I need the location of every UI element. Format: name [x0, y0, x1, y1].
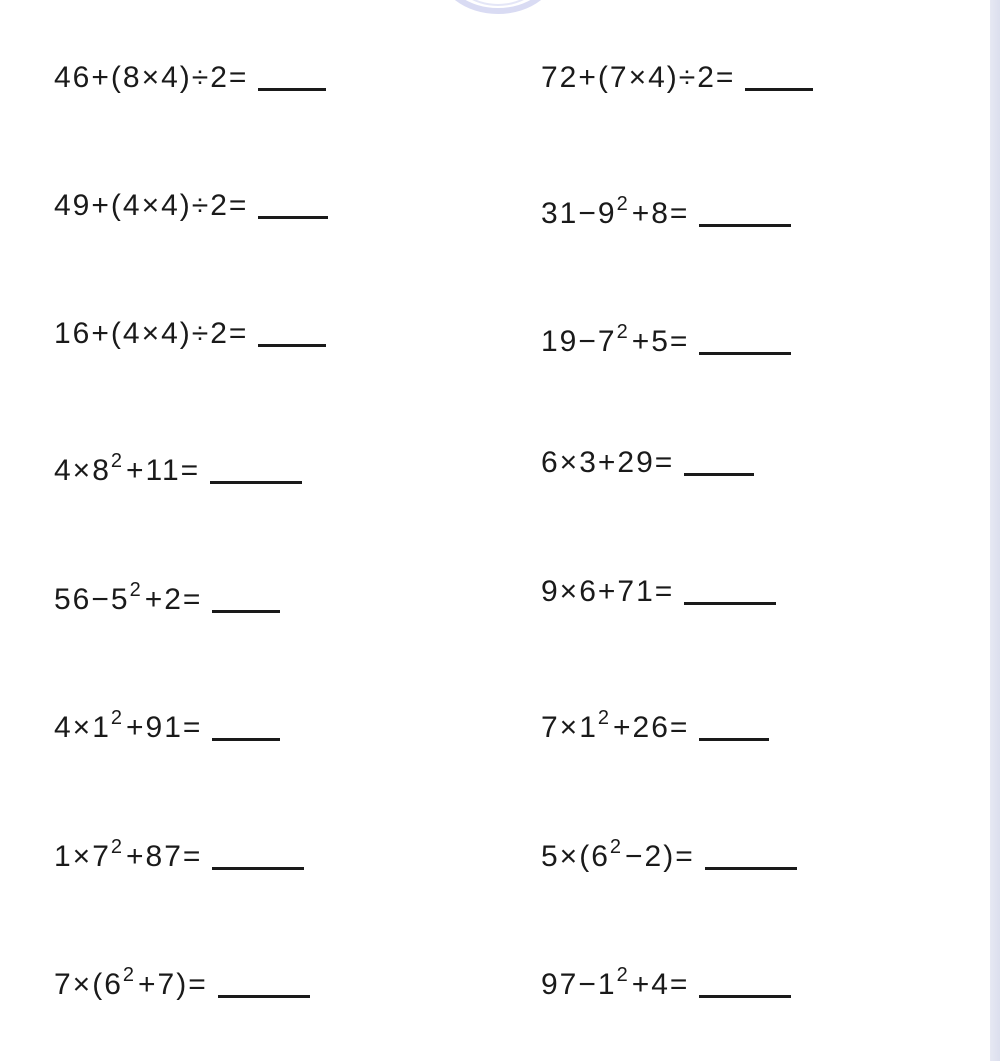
problem-13 [54, 829, 304, 877]
problem-15 [54, 957, 310, 1005]
problem-expression: 49+(4×4)÷2= [54, 189, 249, 222]
problem-7 [54, 443, 302, 491]
problem-expression: $4\times 8^2 +11=$ [54, 450, 201, 487]
answer-blank[interactable] [684, 472, 754, 476]
problem-10 [541, 572, 776, 612]
problem-expression: $7\times 1^2 +26=$ [541, 707, 690, 744]
problem-8 [541, 443, 754, 483]
problem-expression: $1\times 7^2 +87=$ [54, 836, 203, 873]
problem-expression: 6×3+29= [541, 446, 675, 479]
answer-blank[interactable] [699, 351, 791, 355]
answer-blank[interactable] [210, 480, 302, 484]
problem-5 [54, 314, 326, 354]
problem-1 [54, 58, 326, 98]
answer-blank[interactable] [699, 994, 791, 998]
problem-11 [54, 700, 280, 748]
problem-16 [541, 957, 791, 1005]
problem-9 [54, 572, 280, 620]
problem-expression: $4\times 1^2 +91=$ [54, 707, 203, 744]
problem-expression: 16+(4×4)÷2= [54, 317, 249, 350]
answer-blank[interactable] [699, 223, 791, 227]
answer-blank[interactable] [258, 215, 328, 219]
problem-3 [54, 186, 328, 226]
problem-expression: $97-1^2 +4=$ [541, 964, 690, 1001]
answer-blank[interactable] [212, 737, 280, 741]
answer-blank[interactable] [684, 601, 776, 605]
answer-blank[interactable] [212, 609, 280, 613]
answer-blank[interactable] [258, 87, 326, 91]
problem-expression: 72+(7×4)÷2= [541, 61, 736, 94]
problem-expression: $7\times(6^2 +7)=$ [54, 964, 208, 1001]
problem-expression: $31-9^2 +8=$ [541, 193, 690, 230]
problem-6 [541, 314, 791, 362]
problem-expression: $56-5^2 +2=$ [54, 579, 203, 616]
answer-blank[interactable] [745, 87, 813, 91]
problem-14 [541, 829, 797, 877]
answer-blank[interactable] [258, 343, 326, 347]
problem-expression: $19-7^2 +5=$ [541, 321, 690, 358]
answer-blank[interactable] [705, 866, 797, 870]
problem-12 [541, 700, 769, 748]
problem-expression: 46+(8×4)÷2= [54, 61, 249, 94]
page-edge-strip [990, 0, 1000, 1061]
problem-2 [541, 58, 813, 98]
problem-expression: $5\times(6^2 -2)=$ [541, 836, 695, 873]
problem-expression: 9×6+71= [541, 575, 675, 608]
answer-blank[interactable] [218, 994, 310, 998]
problem-4 [541, 186, 791, 234]
answer-blank[interactable] [212, 866, 304, 870]
answer-blank[interactable] [699, 737, 769, 741]
